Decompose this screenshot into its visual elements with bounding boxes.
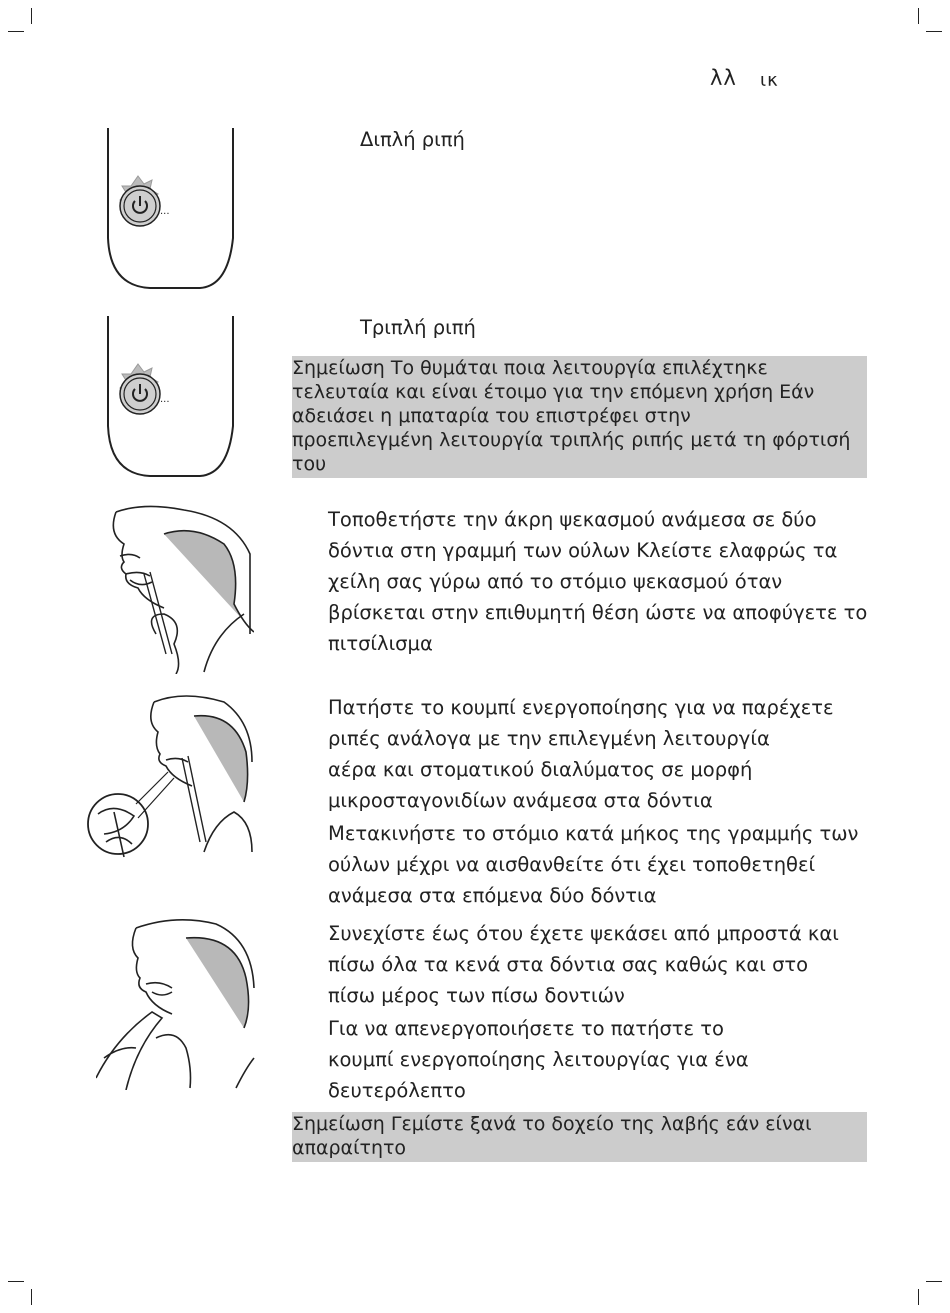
text-line: δόντια στη γραμμή των ούλων Κλείστε ελαφρώς τα	[328, 539, 838, 562]
paragraph-activate-spray	[328, 692, 888, 816]
text-line: πίσω όλα τα κενά στα δόντια σας καθώς και στο	[328, 953, 809, 976]
crop-mark	[8, 1281, 24, 1282]
language-code: λλ	[710, 66, 737, 90]
step-triple-tap-label: Τριπλή ριπή	[360, 316, 476, 339]
text-line: χείλη σας γύρω από το στόμιο ψεκασμού όταν	[328, 570, 783, 593]
text-line: πίσω μέρος των πίσω δοντιών	[328, 984, 625, 1007]
crop-mark	[918, 1289, 919, 1305]
note-refill-reservoir	[292, 1112, 867, 1162]
crop-mark	[926, 1281, 942, 1282]
note-line: απαραίτητο	[292, 1137, 407, 1159]
text-line: Τοποθετήστε την άκρη ψεκασμού ανάμεσα σε δύο	[328, 508, 817, 531]
crop-mark	[926, 31, 942, 32]
power-button-icon	[120, 364, 170, 414]
svg-text:...: ...	[160, 394, 170, 405]
handle-triple-tap-illustration	[100, 316, 250, 481]
note-line: του	[292, 453, 327, 475]
face-spray-illustration	[84, 692, 254, 862]
crop-mark	[31, 8, 32, 24]
text-line: κουμπί ενεργοποίησης λειτουργίας για ένα	[328, 1048, 749, 1071]
text-line: Πατήστε το κουμπί ενεργοποίησης για να παρέχετε	[328, 696, 834, 719]
power-button-icon	[120, 176, 170, 226]
paragraph-move-nozzle	[328, 818, 888, 911]
paragraph-nozzle-placement	[328, 504, 888, 659]
text-line: βρίσκεται στην επιθυμητή θέση ώστε να αποφύγετε το	[328, 601, 868, 624]
text-line: δευτερόλεπτο	[328, 1079, 466, 1102]
note-line: προεπιλεγμένη λειτουργία τριπλής ριπής μετά τη φόρτισή	[292, 429, 851, 451]
note-line: Σημείωση Γεμίστε ξανά το δοχείο της λαβής εάν είναι	[292, 1113, 812, 1135]
language-suffix: ικ	[760, 70, 779, 91]
svg-text:...: ...	[160, 206, 170, 217]
paragraph-continue-spray	[328, 918, 888, 1011]
crop-mark	[8, 31, 24, 32]
crop-mark	[918, 8, 919, 24]
note-memory-mode	[292, 356, 867, 478]
face-illustration-icon	[96, 920, 254, 1090]
note-line: τελευταία και είναι έτοιμο για την επόμενη χρήση Εάν	[292, 381, 815, 403]
crop-mark	[31, 1289, 32, 1305]
text-line: ούλων μέχρι να αισθανθείτε ότι έχει τοποθετηθεί	[328, 853, 816, 876]
text-line: Μετακινήστε το στόμιο κατά μήκος της γραμμής των	[328, 822, 859, 845]
text-line: πιτσίλισμα	[328, 632, 433, 655]
text-line: αέρα και στοματικού διαλύματος σε μορφή	[328, 758, 753, 781]
face-illustration-icon	[88, 696, 252, 857]
text-line: Για να απενεργοποιήσετε το πατήστε το	[328, 1017, 724, 1040]
text-line: ανάμεσα στα επόμενα δύο δόντια	[328, 884, 657, 907]
note-line: αδειάσει η μπαταρία του επιστρέφει στην	[292, 405, 691, 427]
step-double-tap-label: Διπλή ριπή	[360, 128, 465, 151]
text-line: ριπές ανάλογα με την επιλεγμένη λειτουργία	[328, 727, 770, 750]
face-illustration-icon	[113, 506, 254, 674]
handle-double-tap-illustration	[100, 128, 250, 293]
face-nozzle-placement-illustration	[104, 504, 254, 674]
text-line: Συνεχίστε έως ότου έχετε ψεκάσει από μπροστά και	[328, 922, 839, 945]
note-line: Σημείωση Το θυμάται ποια λειτουργία επιλέχτηκε	[292, 357, 768, 379]
text-line: μικροσταγονιδίων ανάμεσα στα δόντια	[328, 789, 713, 812]
paragraph-switch-off	[328, 1013, 888, 1106]
face-back-teeth-illustration	[96, 918, 256, 1090]
